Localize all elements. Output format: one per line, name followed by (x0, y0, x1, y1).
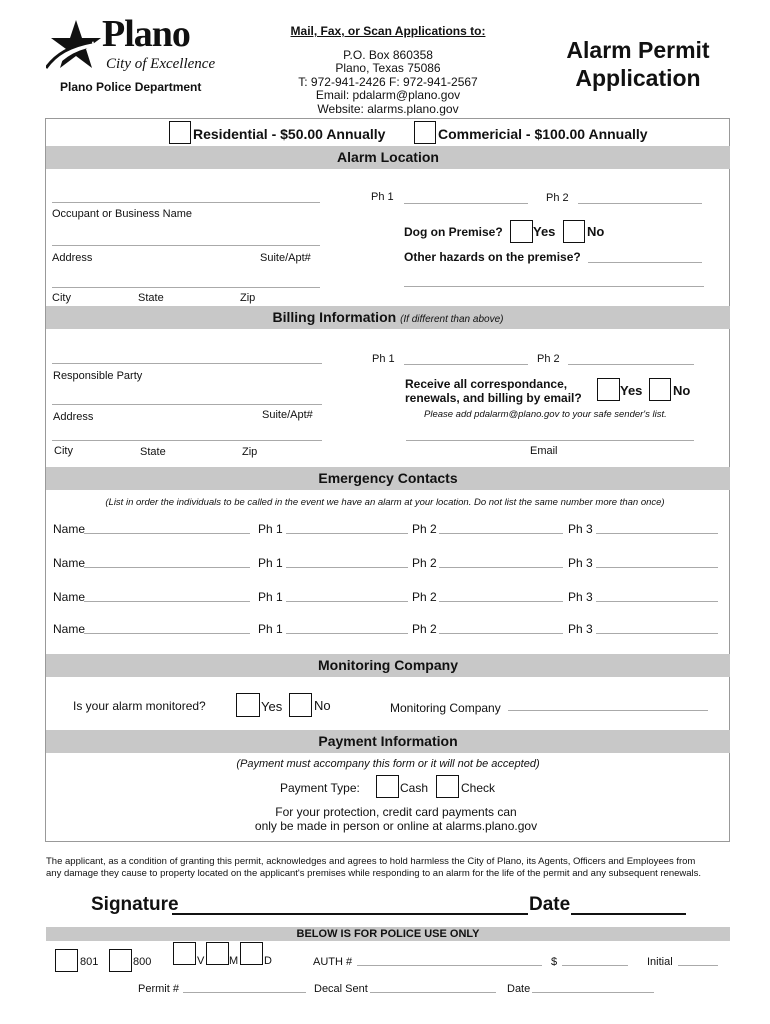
loc-ph1-input[interactable] (404, 203, 528, 204)
contact-ph2-label: Ph 2 (412, 590, 437, 604)
contact-name-input[interactable] (84, 533, 250, 534)
monitoring-heading: Monitoring Company (46, 654, 730, 677)
dog-no-checkbox[interactable] (563, 220, 585, 243)
monitoring-company-label: Monitoring Company (390, 701, 501, 715)
receive-no-checkbox[interactable] (649, 378, 671, 401)
occupant-input[interactable] (52, 202, 320, 203)
emergency-note: (List in order the individuals to be called in the event we have an alarm at your location. Do not list the same number more than once) (105, 497, 665, 508)
bill-suite-label: Suite/Apt# (262, 409, 313, 421)
police-date-input[interactable] (532, 992, 654, 993)
receive-yes-checkbox[interactable] (597, 378, 620, 401)
bill-state-label: State (140, 446, 166, 458)
code-800-checkbox[interactable] (109, 949, 132, 972)
contact-ph2-label: Ph 2 (412, 522, 437, 536)
police-heading: BELOW IS FOR POLICE USE ONLY (46, 927, 730, 941)
disclaimer-line2: any damage they cause to property located on the applicant's premises while responding to an alarm for the life of the permit and any subsequent renewals. (46, 868, 702, 879)
date-input[interactable] (571, 913, 686, 915)
contact-ph1-label: Ph 1 (258, 522, 283, 536)
bill-ph1-input[interactable] (404, 364, 528, 365)
billing-heading (46, 306, 730, 329)
receive-line1: Receive all correspondance, (405, 377, 568, 391)
protection-note (0, 805, 770, 833)
department-name: Plano Police Department (60, 80, 202, 94)
contact-ph1-label: Ph 1 (258, 556, 283, 570)
dollar-input[interactable] (562, 965, 628, 966)
check-checkbox[interactable] (436, 775, 459, 798)
safe-sender-note: Please add pdalarm@plano.gov to your safe sender's list. (424, 409, 667, 420)
contact-ph2-input[interactable] (439, 533, 563, 534)
hazards-input-line2[interactable] (404, 286, 704, 287)
permit-input[interactable] (183, 992, 306, 993)
code-v-label: V (197, 955, 205, 967)
contact-ph3-input[interactable] (596, 567, 718, 568)
contact-ph1-input[interactable] (286, 533, 408, 534)
receive-line2: renewals, and billing by email? (405, 391, 582, 405)
monitoring-company-input[interactable] (508, 710, 708, 711)
alarm-location-heading: Alarm Location (46, 146, 730, 169)
city-label: City (52, 292, 71, 304)
disclaimer-line1: The applicant, as a condition of granting this permit, acknowledges and agrees to hold harmless the City of Plano, its Agents, Officers and Employees from (46, 856, 696, 867)
payment-note: (Payment must accompany this form or it will not be accepted) (236, 758, 540, 770)
address-input[interactable] (52, 245, 320, 246)
payment-type-label: Payment Type: (280, 781, 360, 795)
decal-input[interactable] (370, 992, 496, 993)
bill-ph2-label: Ph 2 (537, 353, 560, 365)
state-label: State (138, 292, 164, 304)
protection-line2: only be made in person or online at alarms.plano.gov (254, 819, 538, 833)
bill-city-input[interactable] (52, 440, 322, 441)
hazards-label: Other hazards on the premise? (404, 250, 581, 264)
contact-email: Email: pdalarm@plano.gov (315, 88, 461, 102)
suite-label: Suite/Apt# (260, 252, 311, 264)
initial-label: Initial (647, 956, 673, 968)
code-801-checkbox[interactable] (55, 949, 78, 972)
residential-checkbox[interactable] (169, 121, 191, 144)
commercial-label: Commericial - $100.00 Annually (438, 126, 648, 142)
auth-input[interactable] (357, 965, 542, 966)
bill-ph2-input[interactable] (568, 364, 694, 365)
billing-heading-note: (If different than above) (400, 314, 504, 325)
star-logo-icon (46, 18, 102, 76)
cash-checkbox[interactable] (376, 775, 399, 798)
monitored-no-label: No (314, 698, 331, 713)
address-label: Address (52, 252, 93, 264)
dog-label: Dog on Premise? (404, 225, 503, 239)
occupant-label: Occupant or Business Name (52, 208, 193, 220)
contact-website: Website: alarms.plano.gov (317, 101, 459, 116)
mail-heading: Mail, Fax, or Scan Applications to: (290, 24, 486, 38)
loc-ph2-input[interactable] (578, 203, 702, 204)
check-label: Check (461, 781, 496, 795)
bill-email-label: Email (530, 445, 558, 457)
logo-name: Plano (102, 13, 190, 55)
receive-email-question (405, 377, 582, 405)
monitored-question: Is your alarm monitored? (73, 699, 206, 713)
code-801-label: 801 (80, 956, 99, 968)
city-state: Plano, Texas 75086 (335, 61, 441, 75)
bill-zip-label: Zip (242, 446, 258, 458)
emergency-heading: Emergency Contacts (46, 467, 730, 490)
city-input[interactable] (52, 287, 320, 288)
code-m-checkbox[interactable] (206, 942, 229, 965)
receive-yes-label: Yes (620, 383, 643, 398)
contact-name-label: Name (53, 522, 86, 536)
contact-ph3-label: Ph 3 (568, 556, 593, 570)
contact-ph2-label: Ph 2 (412, 556, 437, 570)
mail-address-block (268, 25, 508, 116)
code-800-label: 800 (133, 956, 152, 968)
code-v-checkbox[interactable] (173, 942, 196, 965)
signature-label: Signature (91, 894, 179, 915)
payment-heading: Payment Information (46, 730, 730, 753)
code-m-label: M (229, 955, 239, 967)
monitored-yes-label: Yes (261, 699, 283, 714)
receive-no-label: No (673, 383, 691, 398)
bill-address-label: Address (53, 411, 94, 423)
contact-ph3-input[interactable] (596, 533, 718, 534)
contact-name-label: Name (53, 590, 86, 604)
bill-email-input[interactable] (406, 440, 694, 441)
signature-input[interactable] (172, 913, 528, 915)
bill-city-label: City (54, 445, 73, 457)
contact-ph2-input[interactable] (439, 567, 563, 568)
tel-fax: T: 972-941-2426 F: 972-941-2567 (298, 74, 478, 89)
zip-label: Zip (240, 292, 256, 304)
contact-ph3-input[interactable] (596, 633, 718, 634)
title-line2: Application (575, 65, 701, 91)
contact-ph1-input[interactable] (286, 567, 408, 568)
plano-logo (46, 13, 216, 76)
contact-name-input[interactable] (84, 633, 250, 634)
code-d-label: D (264, 955, 272, 967)
po-box: P.O. Box 860358 (343, 47, 433, 62)
monitored-no-checkbox[interactable] (289, 693, 312, 717)
contact-ph2-label: Ph 2 (412, 622, 437, 636)
dog-yes-checkbox[interactable] (510, 220, 533, 243)
form-title (548, 36, 728, 92)
contact-ph1-input[interactable] (286, 601, 408, 602)
hazards-input[interactable] (588, 262, 702, 263)
contact-ph1-label: Ph 1 (258, 622, 283, 636)
contact-ph3-label: Ph 3 (568, 590, 593, 604)
cash-label: Cash (400, 781, 429, 795)
contact-ph2-input[interactable] (439, 633, 563, 634)
disclaimer (46, 856, 736, 880)
contact-ph3-label: Ph 3 (568, 622, 593, 636)
monitored-yes-checkbox[interactable] (236, 693, 260, 717)
residential-label: Residential - $50.00 Annually (193, 126, 386, 142)
bill-address-input[interactable] (52, 404, 322, 405)
contact-ph3-label: Ph 3 (568, 522, 593, 536)
commercial-checkbox[interactable] (414, 121, 436, 144)
contact-name-input[interactable] (84, 601, 250, 602)
bill-ph1-label: Ph 1 (372, 353, 395, 365)
contact-ph3-input[interactable] (596, 601, 718, 602)
loc-ph2-label: Ph 2 (546, 192, 569, 204)
contact-name-label: Name (53, 622, 86, 636)
permit-label: Permit # (138, 983, 179, 995)
police-date-label: Date (507, 983, 531, 995)
initial-input[interactable] (678, 965, 718, 966)
contact-name-input[interactable] (84, 567, 250, 568)
contact-name-label: Name (53, 556, 86, 570)
title-line1: Alarm Permit (566, 37, 710, 63)
date-label: Date (529, 894, 571, 915)
logo-tagline: City of Excellence (106, 56, 216, 72)
dollar-label: $ (551, 956, 558, 968)
decal-label: Decal Sent (314, 983, 368, 995)
protection-line1: For your protection, credit card payments can (275, 805, 517, 819)
auth-label: AUTH # (313, 956, 353, 968)
contact-ph1-label: Ph 1 (258, 590, 283, 604)
code-d-checkbox[interactable] (240, 942, 263, 965)
billing-heading-title: Billing Information (272, 309, 397, 325)
responsible-input[interactable] (52, 363, 322, 364)
dog-yes-label: Yes (533, 224, 556, 239)
contact-ph1-input[interactable] (286, 633, 408, 634)
contact-ph2-input[interactable] (439, 601, 563, 602)
responsible-label: Responsible Party (53, 370, 143, 382)
loc-ph1-label: Ph 1 (371, 191, 394, 203)
dog-no-label: No (587, 224, 605, 239)
